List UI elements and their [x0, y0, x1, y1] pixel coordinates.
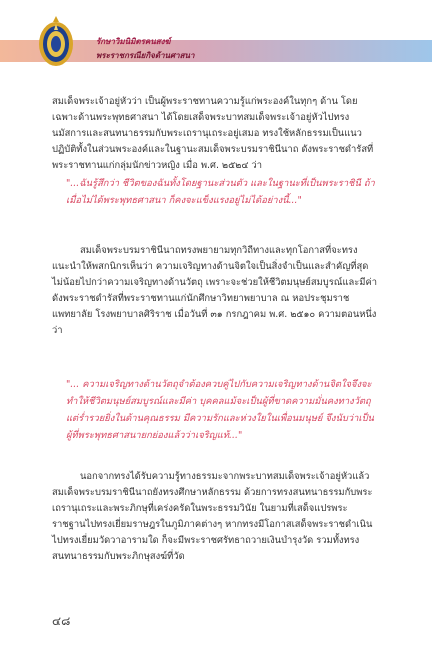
body-paragraph [52, 94, 378, 174]
royal-quote [66, 376, 376, 444]
paragraph-text: สมเด็จพระเจ้าอยู่หัวว่า เป็นผู้พระราชทานความรู้แก่พระองค์ในทุกๆ ด้าน โดยเฉพาะด้านพระพุทธศาสนา ได้โดยเสด็จพระบาทสมเด็จพระเจ้าอยู่หัวไปทรงนมัสการและสนทนาธรรมกับพระเถรานุเถระอยู่เสมอ ทรงใช้หลักธรรมเป็นแนวปฏิบัติทั้งในส่วนพระองค์และในฐานะสมเด็จพระบรมราชินีนาถ ดังพระราชดำรัสที่พระราชทานแก่กลุ่มนักข่าวหญิง เมื่อ พ.ศ. ๒๕๒๔ ว่า [52, 96, 374, 171]
royal-quote [66, 175, 376, 209]
paragraph-text: นอกจากทรงได้รับความรู้ทางธรรมะจากพระบาทสมเด็จพระเจ้าอยู่หัวแล้ว สมเด็จพระบรมราชินีนาถยังทรงศึกษาหลักธรรม ด้วยการทรงสนทนาธรรมกับพระเถรานุเถระและพระภิกษุที่เคร่งครัดในพระธรรมวินัย ในยามที่เสด็จแปรพระราชฐานไปทรงเยี่ยมราษฎรในภูมิภาคต่างๆ หากทรงมีโอกาสเสด็จพระราชดำเนินไปทรงเยี่ยมวัดวาอารามใด ก็จะมีพระราชศรัทธาถวายเงินบำรุงวัด รวมทั้งทรงสนทนาธรรมกับพระภิกษุสงฆ์ที่วัด [52, 471, 373, 562]
royal-emblem-icon [36, 14, 76, 68]
quote-text: "... ความเจริญทางด้านวัตถุจำต้องควบคู่ไปกับความเจริญทางด้านจิตใจจึงจะทำให้ชีวิตมนุษย์สมบูรณ์และมีค่า บุคคลแม้จะเป็นผู้ที่ขาดความมั่นคงทางวัตถุ แต่ร่ำรวยยิ่งในด้านคุณธรรม มีความรักและห่วงใยในเพื่อนมนุษย์ จึงนับว่าเป็นผู้ที่พระพุทธศาสนายกย่องแล้วว่าเจริญแท้..." [66, 379, 374, 441]
series-subtitle: พระราชกรณียกิจด้านศาสนา [96, 51, 195, 60]
series-title: รักษาวิมนิมิตรคนสงฆ์ [96, 37, 171, 46]
quote-text: "...ฉันรู้สึกว่า ชีวิตของฉันทั้งโดยฐานะส่วนตัว และในฐานะที่เป็นพระราชินี ถ้าเมื่อไม่ได้พระพุทธศาสนา ก็คงจะแข็งแรงอยู่ไม่ได้อย่างนี้..." [66, 178, 375, 206]
paragraph-text: สมเด็จพระบรมราชินีนาถทรงพยายามทุกวิถีทางและทุกโอกาสที่จะทรงแนะนำให้พสกนิกรเห็นว่า ความเจริญทางด้านจิตใจเป็นสิ่งจำเป็นและสำคัญที่สุด ไม่น้อยไปกว่าความเจริญทางด้านวัตถุ เพราะจะช่วยให้ชีวิตมนุษย์สมบูรณ์และมีค่า ดังพระราชดำรัสที่พระราชทานแก่นักศึกษาวิทยาพยาบาล ณ หอประชุมราชแพทยาลัย โรงพยาบาลศิริราช เมื่อวันที่ ๓๑ กรกฎาคม พ.ศ. ๒๕๑๐ ความตอนหนึ่งว่า [52, 245, 378, 336]
body-paragraph [52, 243, 378, 339]
page-number: ๔๘ [52, 614, 71, 628]
body-paragraph [52, 469, 378, 565]
